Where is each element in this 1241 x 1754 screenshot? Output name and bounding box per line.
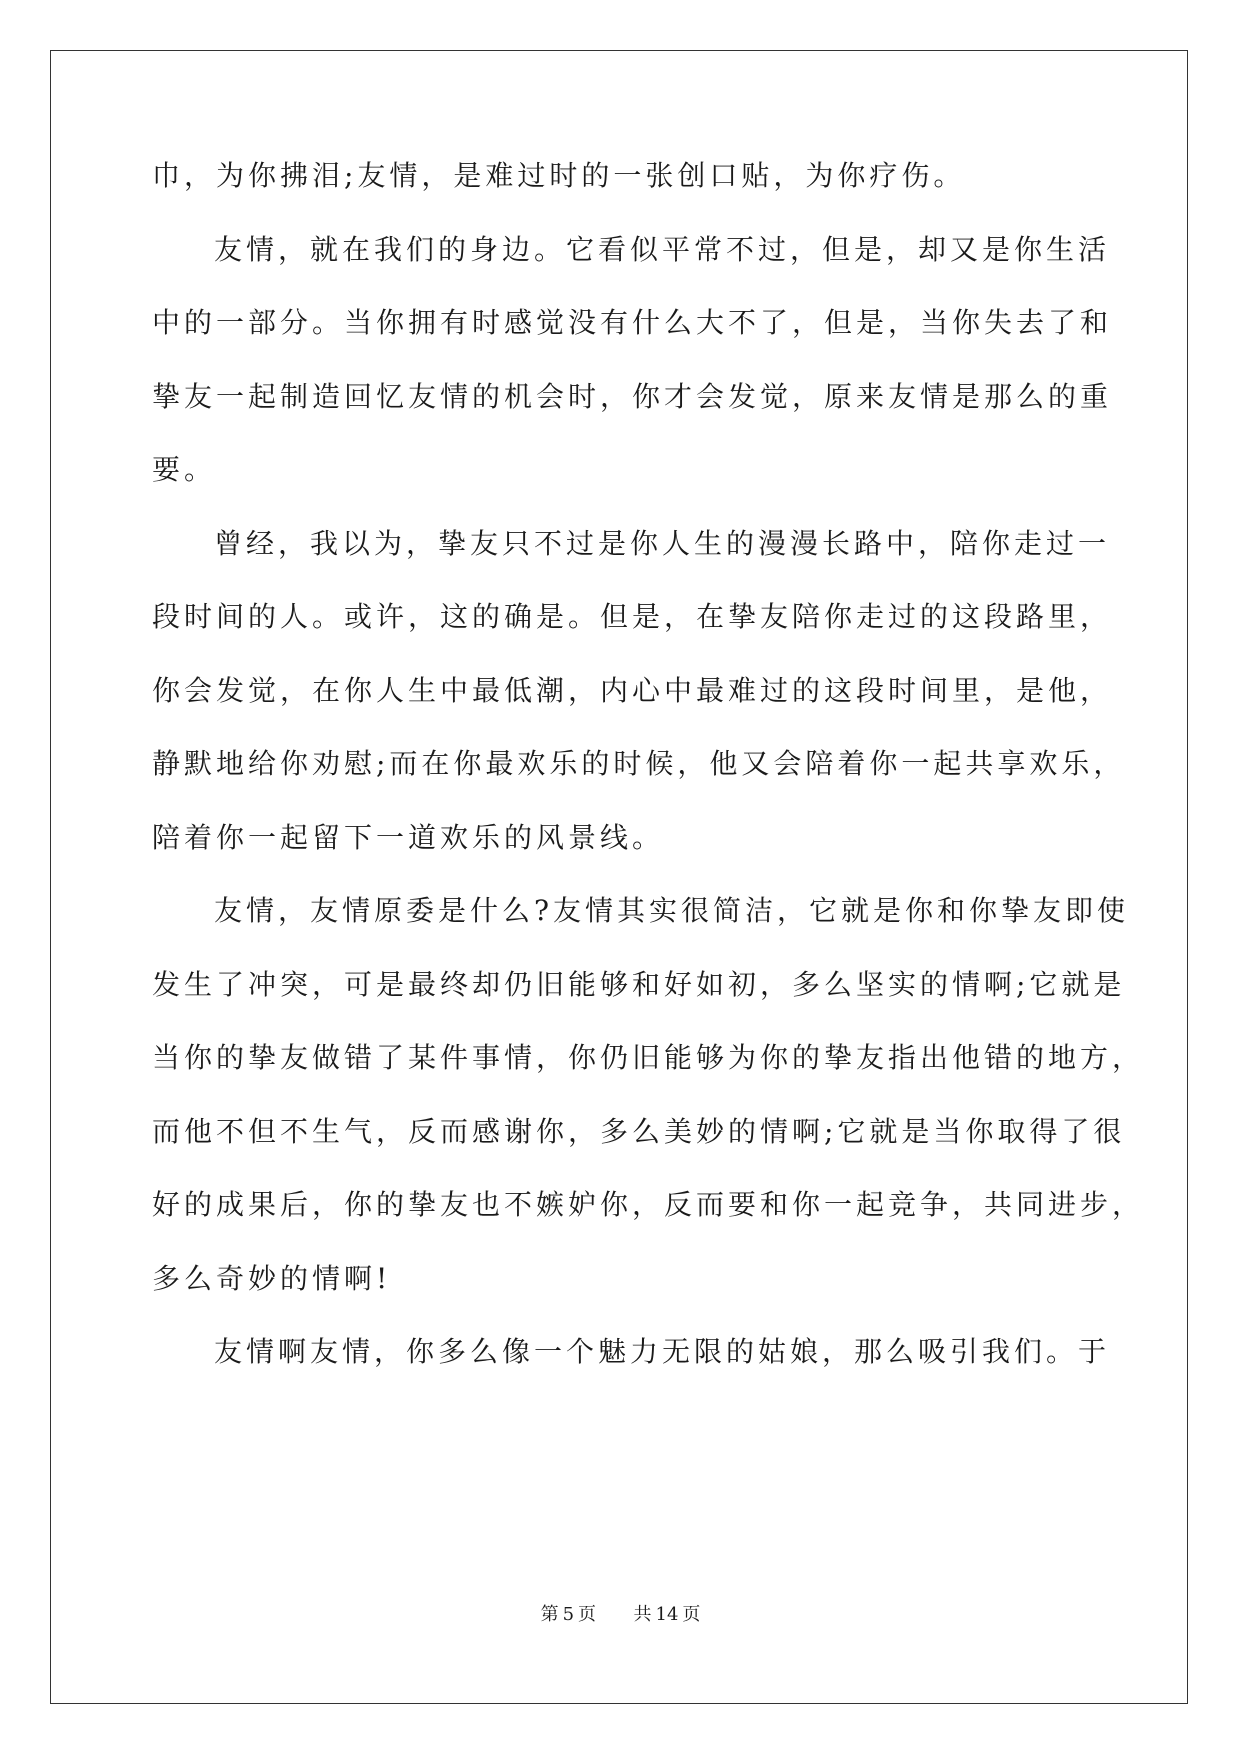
- text-line: 段时间的人。或许，这的确是。但是，在挚友陪你走过的这段路里，: [152, 600, 1113, 633]
- total-pages: 14: [655, 1604, 679, 1625]
- text-line: 多么奇妙的情啊!: [152, 1262, 392, 1295]
- text-line: 要。: [152, 453, 217, 486]
- page-suffix: 页: [578, 1604, 597, 1625]
- page-prefix: 第: [540, 1604, 559, 1625]
- text-line: 静默地给你劝慰;而在你最欢乐的时候，他又会陪着你一起共享欢乐，: [152, 747, 1126, 780]
- paragraph-first-line: 曾经，我以为，挚友只不过是你人生的漫漫长路中，陪你走过一: [214, 527, 1111, 560]
- total-suffix: 页: [682, 1604, 701, 1625]
- text-line: 中的一部分。当你拥有时感觉没有什么大不了，但是，当你失去了和: [152, 306, 1113, 339]
- total-prefix: 共: [633, 1604, 652, 1625]
- text-line: 陪着你一起留下一道欢乐的风景线。: [152, 821, 665, 854]
- text-line: 而他不但不生气，反而感谢你，多么美妙的情啊;它就是当你取得了很: [152, 1115, 1126, 1148]
- page-border: [50, 50, 1188, 1704]
- paragraph-first-line: 友情啊友情，你多么像一个魅力无限的姑娘，那么吸引我们。于: [214, 1335, 1111, 1368]
- text-line: 挚友一起制造回忆友情的机会时，你才会发觉，原来友情是那么的重: [152, 380, 1113, 413]
- page-footer: [0, 1604, 1241, 1626]
- text-line: 巾，为你拂泪;友情，是难过时的一张创口贴，为你疗伤。: [152, 159, 966, 192]
- text-line: 你会发觉，在你人生中最低潮，内心中最难过的这段时间里，是他，: [152, 674, 1113, 707]
- page-number: 5: [562, 1604, 575, 1625]
- text-line: 发生了冲突，可是最终却仍旧能够和好如初，多么坚实的情啊;它就是: [152, 968, 1126, 1001]
- text-line: 好的成果后，你的挚友也不嫉妒你，反而要和你一起竞争，共同进步，: [152, 1188, 1145, 1221]
- paragraph-first-line: 友情，友情原委是什么?友情其实很简洁，它就是你和你挚友即使: [214, 894, 1130, 927]
- text-line: 当你的挚友做错了某件事情，你仍旧能够为你的挚友指出他错的地方，: [152, 1041, 1145, 1074]
- paragraph-first-line: 友情，就在我们的身边。它看似平常不过，但是，却又是你生活: [214, 233, 1111, 266]
